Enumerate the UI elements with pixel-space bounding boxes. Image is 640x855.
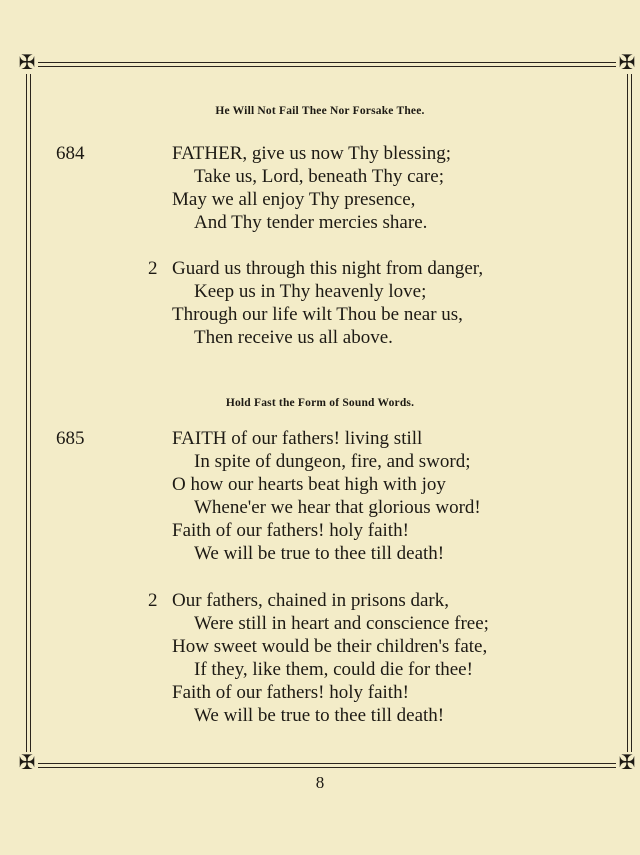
hymn-685-line: FAITH of our fathers! living still: [172, 428, 423, 449]
hymn-684-line: Then receive us all above.: [194, 327, 393, 348]
hymn-685-line: We will be true to thee till death!: [194, 705, 445, 726]
hymn-685-heading: Hold Fast the Form of Sound Words.: [225, 397, 415, 409]
hymn-684-line: Keep us in Thy heavenly love;: [194, 281, 427, 302]
hymn-684-line: May we all enjoy Thy presence,: [172, 189, 416, 210]
hymn-685-line: Faith of our fathers! holy faith!: [172, 520, 409, 541]
corner-cross-ornament-icon: ✠: [616, 752, 638, 774]
hymn-685-line: How sweet would be their children's fate,: [172, 636, 488, 657]
hymn-684-line: FATHER, give us now Thy blessing;: [172, 143, 452, 164]
corner-cross-ornament-icon: ✠: [616, 52, 638, 74]
hymn-685-line: Whene'er we hear that glorious word!: [194, 497, 481, 518]
page-number: 8: [315, 773, 325, 792]
hymn-684-line: Through our life wilt Thou be near us,: [172, 304, 463, 325]
hymn-684-line: Guard us through this night from danger,: [172, 258, 484, 279]
hymn-685-line: Our fathers, chained in prisons dark,: [172, 590, 450, 611]
hymn-685-verse-2-number: 2: [148, 590, 158, 611]
hymn-684-number: 684: [56, 143, 85, 164]
hymn-684-line: Take us, Lord, beneath Thy care;: [194, 166, 444, 187]
hymn-685-line: In spite of dungeon, fire, and sword;: [194, 451, 471, 472]
hymn-685-line: If they, like them, could die for thee!: [194, 659, 473, 680]
hymn-684-heading: He Will Not Fail Thee Nor Forsake Thee.: [215, 105, 425, 117]
corner-cross-ornament-icon: ✠: [16, 752, 38, 774]
corner-cross-ornament-icon: ✠: [16, 52, 38, 74]
hymn-685-line: We will be true to thee till death!: [194, 543, 445, 564]
hymn-684-line: And Thy tender mercies share.: [194, 212, 428, 233]
hymn-685-line: Were still in heart and conscience free;: [194, 613, 489, 634]
hymn-684-verse-2-number: 2: [148, 258, 158, 279]
hymn-685-number: 685: [56, 428, 85, 449]
hymn-685-line: Faith of our fathers! holy faith!: [172, 682, 409, 703]
hymn-685-line: O how our hearts beat high with joy: [172, 474, 446, 495]
